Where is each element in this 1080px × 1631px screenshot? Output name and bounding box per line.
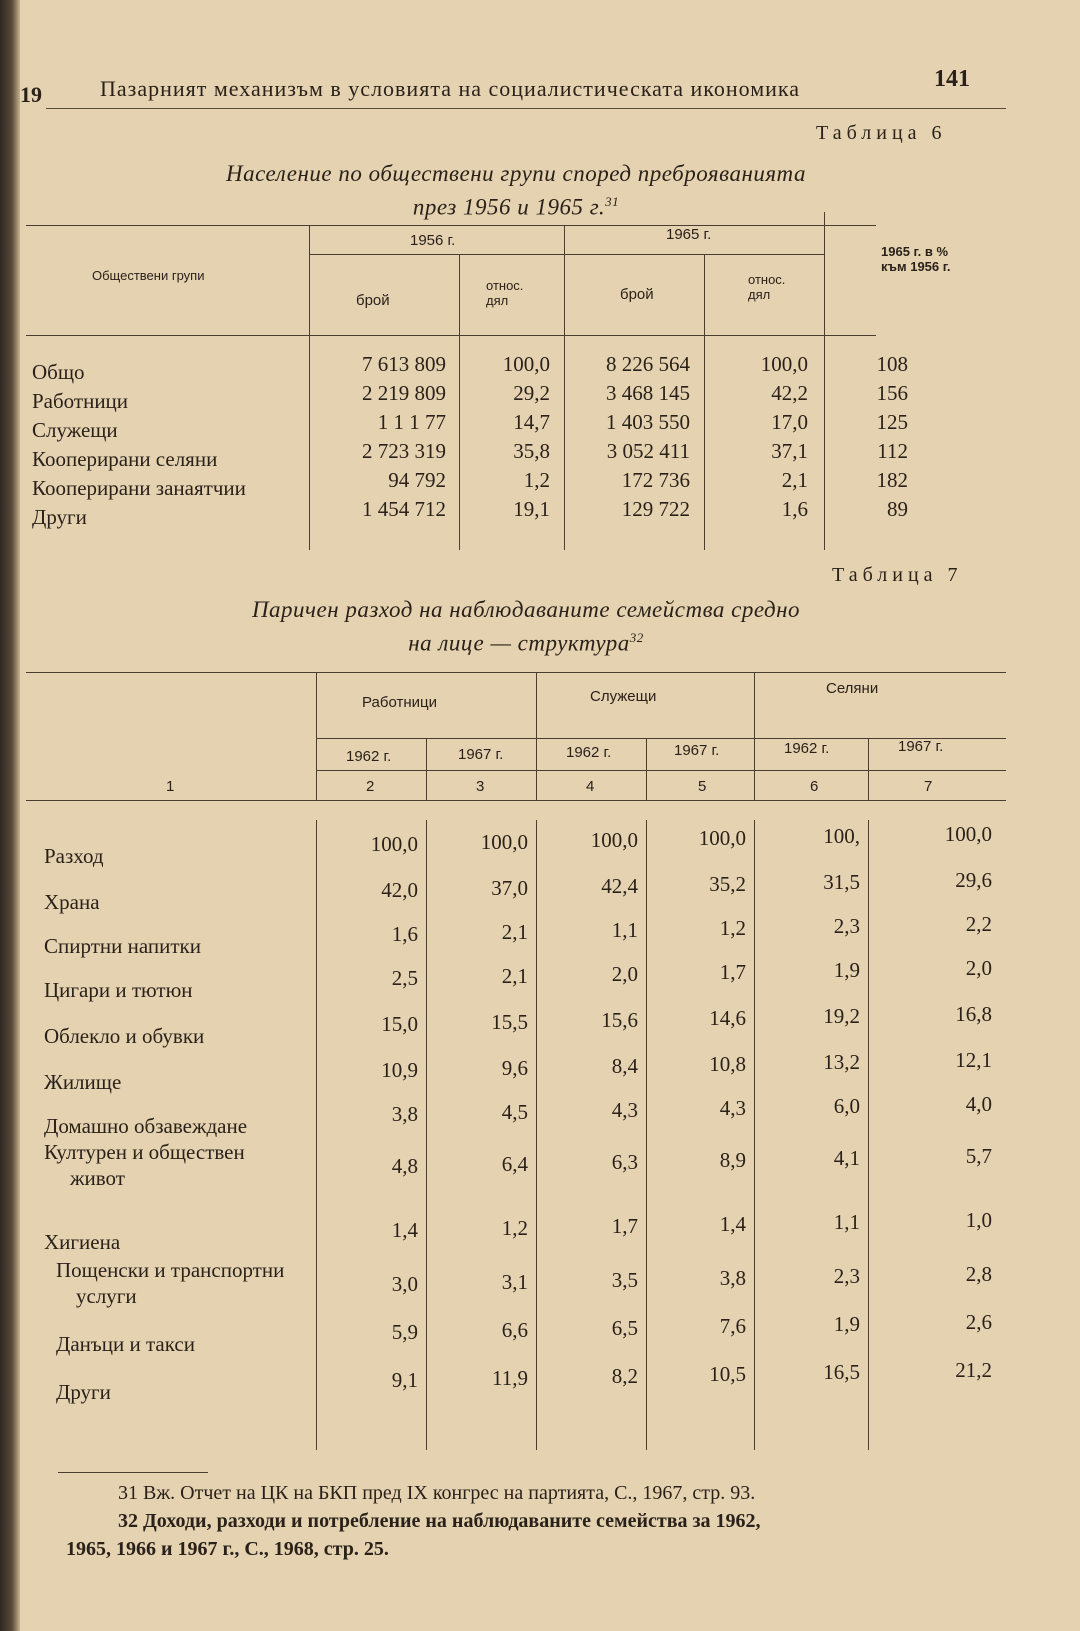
table6-cell-c1965: 1 403 550 [606,410,690,434]
table7-cell: 2,3 [833,1264,860,1288]
table7-cell: 8,4 [611,1054,638,1078]
table6-cell-c1956: 1 454 712 [362,497,446,521]
table6-cell-s1956: 1,2 [523,468,550,492]
table7-cell: 4,8 [391,1154,418,1178]
table6-cell-s1956: 29,2 [513,381,550,405]
table7-cell: 1,7 [611,1214,638,1238]
table7-vrule [646,738,647,800]
table6-header-1965: 1965 г. [666,226,712,243]
table7-cell: 1,9 [833,1312,860,1336]
table6-label: Таблица 6 [816,122,947,144]
table6-cell-s1965: 100,0 [760,352,808,376]
table7-cell: 3,5 [611,1268,638,1292]
table6-vrule [309,225,310,550]
table7-cell: 6,6 [501,1318,528,1342]
table6-cell-s1965: 1,6 [781,497,808,521]
footnote-32-line1: 32 Доходи, разходи и потребление на наблюдаваните семейства за 1962, [118,1510,761,1532]
table7-row-label-cont: услуги [76,1284,137,1308]
table7-cell: 2,1 [501,920,528,944]
table7-vrule [426,738,427,800]
table6-cell-s1956: 19,1 [513,497,550,521]
table7-row-label: Културен и обществен [44,1140,245,1164]
table7-cell: 10,8 [709,1052,746,1076]
table7-cell: 5,9 [391,1320,418,1344]
table7-row-label: Данъци и такси [56,1332,195,1356]
page-number: 141 [934,66,970,92]
facing-page-number: 19 [20,82,42,107]
table6-title-text2: през 1956 и 1965 г. [412,194,606,220]
table7-cell: 31,5 [823,870,860,894]
running-head [20,62,1026,107]
table7-header-workers: Работници [362,694,437,711]
table7-cell: 14,6 [709,1006,746,1030]
table7-cell: 6,4 [501,1152,528,1176]
footnote-rule [58,1472,208,1473]
table6-row-label: Служещи [32,418,118,442]
table7-cell: 6,5 [611,1316,638,1340]
table7-cell: 10,5 [709,1362,746,1386]
table7-column-number: 5 [698,778,707,795]
table7-cell: 100,0 [944,822,992,846]
table7-column-number: 4 [586,778,595,795]
table6-title-line2 [146,188,886,222]
table6-cell-c1956: 1 1 1 77 [377,410,446,434]
table7-label: Таблица 7 [832,564,963,586]
table7-year-rule [316,770,1006,771]
table6-cell-ratio: 125 [876,410,908,434]
table7-cell: 15,0 [381,1012,418,1036]
table7-cell: 15,5 [491,1010,528,1034]
table7-cell: 100,0 [698,826,746,850]
table6-header-group: Обществени групи [92,268,205,283]
table6-cell-c1965: 3 468 145 [606,381,690,405]
table7-cell: 5,7 [965,1144,992,1168]
table6-header-count-1956: брой [356,292,390,309]
table7-row-label: Спиртни напитки [44,934,201,958]
table7-column-number: 7 [924,778,933,795]
table6-title [146,160,886,222]
table7-cell: 9,1 [391,1368,418,1392]
table7-row-label: Хигиена [44,1230,121,1254]
table6-cell-s1956: 35,8 [513,439,550,463]
table7-row-label: Домашно обзавеждане [44,1114,248,1138]
table6-header-count-1965: брой [620,286,654,303]
table7-header-peasants-1962: 1962 г. [784,740,830,757]
table7-cell: 4,3 [719,1096,746,1120]
table7-header-employees-1962: 1962 г. [566,744,612,761]
table7-header-employees-1967: 1967 г. [674,742,720,759]
table7-row-label: Разход [44,844,104,868]
table6-cell-c1956: 2 723 319 [362,439,446,463]
table7-cell: 1,6 [391,922,418,946]
table7-row-label: Храна [44,890,100,914]
table6-row-label: Кооперирани селяни [32,447,218,471]
table6-top-rule [26,225,876,226]
table6-cell-s1965: 37,1 [771,439,808,463]
table6-header-ratio: 1965 г. в % към 1956 г. [881,244,951,274]
table7-title-line1: Паричен разход на наблюдаваните семейства средно [251,597,801,622]
table7-cell: 11,9 [492,1366,528,1390]
running-title: Пазарният механизъм в условията на социалистическата икономика [100,76,801,101]
table7-body-vrule [316,820,317,1450]
table7-title [176,596,876,658]
table6-header-share-1956: относ. дял [486,278,524,308]
book-spine-shadow [0,0,20,1631]
table7-cell: 1,7 [719,960,746,984]
table7-header-peasants: Селяни [826,680,879,697]
table6-row-label: Други [32,505,87,529]
table7-cell: 4,5 [501,1100,528,1124]
table7-cell: 16,5 [823,1360,860,1384]
table7-header-employees: Служещи [590,688,657,705]
table6-cell-c1965: 3 052 411 [606,439,690,463]
table6-cell-c1965: 172 736 [621,468,690,492]
table7-body-vrule [868,820,869,1450]
table7-cell: 3,0 [391,1272,418,1296]
table7-row-label: Други [56,1380,111,1404]
table7-cell: 1,9 [833,958,860,982]
table6-cell-s1965: 2,1 [781,468,808,492]
table6-cell-ratio: 89 [887,497,908,521]
table7-column-number: 1 [166,778,175,795]
table7-cell: 16,8 [955,1002,992,1026]
table7-cell: 3,8 [391,1102,418,1126]
table7-vrule [316,672,317,800]
table7-body-vrule [754,820,755,1450]
table6-cell-ratio: 112 [877,439,908,463]
table6-vrule [564,225,565,550]
table7-row-label-cont: живот [70,1166,125,1190]
book-page [20,0,1066,1631]
table7-cell: 1,1 [833,1210,860,1234]
table7-cell: 2,5 [391,966,418,990]
table7-cell: 100, [823,824,860,848]
table6-cell-c1965: 129 722 [621,497,690,521]
table6-title-line1: Население по обществени групи според преброяванията [226,161,806,186]
table6-cell-c1956: 94 792 [388,468,446,492]
table7-title-text2: на лице — структура [408,630,630,656]
table6-cell-ratio: 108 [876,352,908,376]
table6-row-label: Общо [32,360,85,384]
table6-cell-c1956: 2 219 809 [362,381,446,405]
table6-cell-c1965: 8 226 564 [606,352,690,376]
table6-cell-c1956: 7 613 809 [362,352,446,376]
table7-cell: 2,0 [965,956,992,980]
table6-row-label: Кооперирани занаятчии [32,476,246,500]
table7-top-rule [26,672,1006,673]
table6-cell-s1956: 14,7 [513,410,550,434]
table7-cell: 1,4 [719,1212,746,1236]
table7-vrule [868,738,869,800]
table6-cell-s1956: 100,0 [502,352,550,376]
table7-cell: 1,1 [611,918,638,942]
table7-cell: 35,2 [709,872,746,896]
table7-cell: 2,2 [965,912,992,936]
table6-cell-ratio: 156 [876,381,908,405]
table7-cell: 10,9 [381,1058,418,1082]
table7-footnote-ref: 32 [629,630,644,645]
table7-cell: 7,6 [719,1314,746,1338]
table7-cell: 37,0 [491,876,528,900]
table7-body-vrule [426,820,427,1450]
table7-header-workers-1962: 1962 г. [346,748,392,765]
table6-header-share-1965: относ. дял [748,272,786,302]
table7-cell: 8,2 [611,1364,638,1388]
table7-cell: 4,3 [611,1098,638,1122]
table7-row-label: Облекло и обувки [44,1024,205,1048]
table7-cell: 2,6 [965,1310,992,1334]
table7-cell: 3,8 [719,1266,746,1290]
table6-row-label: Работници [32,389,129,413]
table7-body-vrule [536,820,537,1450]
table6-year-rule [309,254,824,255]
table6-header-bottom-rule [26,335,876,336]
table7-body-vrule [646,820,647,1450]
table7-row-label: Пощенски и транспортни [56,1258,285,1282]
table7-cell: 15,6 [601,1008,638,1032]
table7-cell: 8,9 [719,1148,746,1172]
table7-vrule [754,672,755,800]
table7-cell: 19,2 [823,1004,860,1028]
table7-cell: 42,4 [601,874,638,898]
table7-cell: 100,0 [480,830,528,854]
table7-cell: 4,0 [965,1092,992,1116]
table7-column-number: 3 [476,778,485,795]
table7-cell: 29,6 [955,868,992,892]
footnote-31: 31 Вж. Отчет на ЦК на БКП пред IX конгрес на партията, С., 1967, стр. 93. [118,1482,756,1504]
table6-footnote-ref: 31 [605,194,620,209]
table7-cell: 6,3 [611,1150,638,1174]
table7-cell: 13,2 [823,1050,860,1074]
table7-cell: 1,2 [719,916,746,940]
table7-cell: 2,8 [965,1262,992,1286]
table7-title-line2 [176,624,876,658]
table7-cell: 21,2 [955,1358,992,1382]
table7-cell: 1,0 [965,1208,992,1232]
table7-cell: 1,2 [501,1216,528,1240]
table7-cell: 9,6 [501,1056,528,1080]
table7-cell: 2,3 [833,914,860,938]
table7-cell: 1,4 [391,1218,418,1242]
table7-cell: 2,0 [611,962,638,986]
table7-vrule [536,672,537,800]
table6-cell-ratio: 182 [876,468,908,492]
table7-header-workers-1967: 1967 г. [458,746,504,763]
table7-cell: 42,0 [381,878,418,902]
table6-cell-s1965: 17,0 [771,410,808,434]
table7-cell: 12,1 [955,1048,992,1072]
table7-cell: 100,0 [370,832,418,856]
table7-cell: 4,1 [833,1146,860,1170]
table7-row-label: Жилище [44,1070,122,1094]
table7-cell: 3,1 [501,1270,528,1294]
table7-row-label: Цигари и тютюн [44,978,193,1002]
table7-colnum-rule [26,800,1006,801]
table7-column-number: 6 [810,778,819,795]
table6-header-1956: 1956 г. [410,232,456,249]
table7-cell: 6,0 [833,1094,860,1118]
head-rule [46,108,1006,109]
footnote-32-line2: 1965, 1966 и 1967 г., С., 1968, стр. 25. [66,1538,389,1560]
table7-column-number: 2 [366,778,375,795]
table7-cell: 100,0 [590,828,638,852]
table7-header-peasants-1967: 1967 г. [898,738,944,755]
table7-cell: 2,1 [501,964,528,988]
table6-cell-s1965: 42,2 [771,381,808,405]
